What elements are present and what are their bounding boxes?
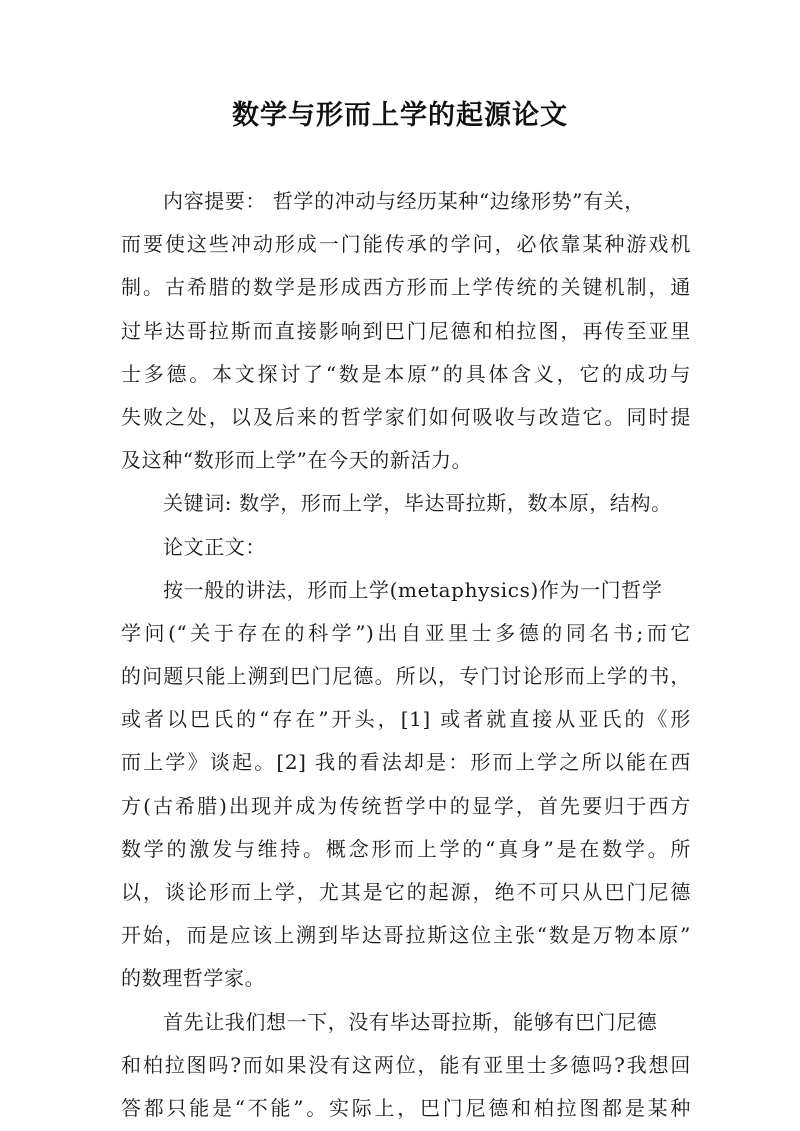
abstract-line: 过毕达哥拉斯而直接影响到巴门尼德和柏拉图，再传至亚里 — [121, 318, 691, 343]
paragraph-line: 的问题只能上溯到巴门尼德。所以，专门讨论形而上学的书， — [121, 664, 691, 689]
paragraph-line: 或者以巴氏的“存在”开头，[1] 或者就直接从亚氏的《形 — [121, 707, 691, 732]
abstract-line: 及这种“数形而上学”在今天的新活力。 — [121, 448, 473, 473]
paragraph-line: 开始，而是应该上溯到毕达哥拉斯这位主张“数是万物本原” — [121, 923, 691, 948]
abstract-line: 士多德。本文探讨了“数是本原”的具体含义，它的成功与 — [121, 361, 691, 386]
paragraph-line: 的数理哲学家。 — [121, 966, 266, 991]
paragraph-line: 方(古希腊)出现并成为传统哲学中的显学，首先要归于西方 — [121, 793, 691, 818]
document-title: 数学与形而上学的起源论文 — [232, 100, 568, 131]
paragraph-line: 首先让我们想一下，没有毕达哥拉斯，能够有巴门尼德 — [163, 1009, 658, 1034]
abstract-line: 制。古希腊的数学是形成西方形而上学传统的关键机制，通 — [121, 275, 691, 300]
abstract-line: 而要使这些冲动形成一门能传承的学问，必依靠某种游戏机 — [121, 232, 691, 257]
paragraph-line: 和柏拉图吗?而如果没有这两位，能有亚里士多德吗?我想回 — [121, 1052, 691, 1077]
paragraph-line: 以，谈论形而上学，尤其是它的起源，绝不可只从巴门尼德 — [121, 880, 691, 904]
keywords-line: 关键词: 数学，形而上学，毕达哥拉斯，数本原，结构。 — [163, 491, 672, 516]
document-body — [121, 180, 691, 1130]
paragraph-line: 而上学》谈起。[2] 我的看法却是：形而上学之所以能在西 — [121, 750, 691, 775]
abstract-line: 失败之处，以及后来的哲学家们如何吸收与改造它。同时提 — [121, 404, 691, 429]
paragraph-line: 按一般的讲法，形而上学(metaphysics)作为一门哲学 — [163, 577, 663, 602]
abstract-line: 内容提要： 哲学的冲动与经历某种“边缘形势”有关， — [163, 189, 645, 213]
paragraph-line: 答都只能是“不能”。实际上，巴门尼德和柏拉图都是某种 — [121, 1095, 691, 1120]
paragraph-line: 数学的激发与维持。概念形而上学的“真身”是在数学。所 — [121, 836, 691, 861]
section-heading: 论文正文： — [163, 534, 266, 559]
paragraph-line: 学问(“关于存在的科学”)出自亚里士多德的同名书;而它 — [121, 620, 691, 645]
